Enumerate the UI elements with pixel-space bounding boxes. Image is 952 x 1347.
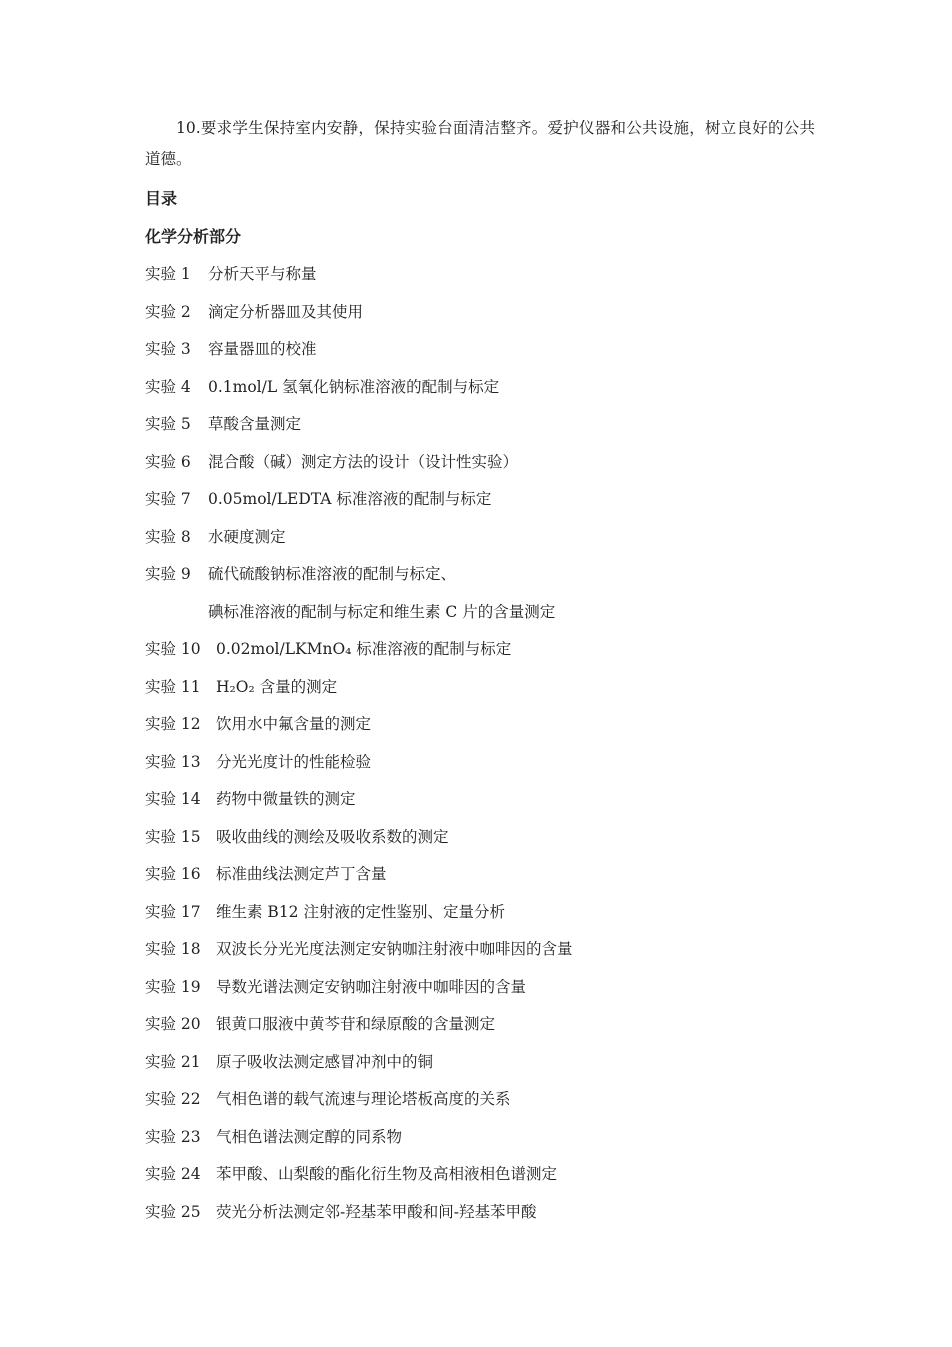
toc-heading: 目录	[145, 189, 178, 208]
toc-item	[145, 675, 825, 713]
toc-item	[145, 1050, 825, 1088]
toc-item	[145, 487, 825, 525]
toc-item-title: 滴定分析器皿及其使用	[208, 302, 364, 321]
toc-item-number: 实验 22	[145, 1090, 201, 1108]
toc-item-title: 导数光谱法测定安钠咖注射液中咖啡因的含量	[216, 977, 527, 996]
toc-item-title: 饮用水中氟含量的测定	[216, 715, 372, 733]
toc-item-title: 硫代硫酸钠标准溶液的配制与标定、	[208, 565, 457, 583]
toc-item-number: 实验 5	[145, 415, 191, 433]
toc-item	[145, 525, 825, 563]
toc-item-number: 实验 3	[145, 340, 191, 358]
intro-paragraph: 10.要求学生保持室内安静，保持实验台面清洁整齐。爱护仪器和公共设施，树立良好的公共道德。	[145, 119, 815, 168]
toc-item-title: 维生素 B12 注射液的定性鉴别、定量分析	[216, 902, 505, 921]
toc-item-title: 0.05mol/LEDTA 标准溶液的配制与标定	[208, 490, 492, 508]
toc-item	[145, 262, 825, 300]
toc-item-number: 实验 8	[145, 527, 191, 546]
toc-item-number: 实验 4	[145, 377, 191, 396]
toc-item-title: H₂O₂ 含量的测定	[216, 677, 338, 696]
toc-item	[145, 375, 825, 413]
toc-item-number: 实验 9	[145, 565, 191, 583]
toc-item-number: 实验 13	[145, 752, 201, 771]
toc-item	[145, 900, 825, 938]
toc-item-number: 实验 2	[145, 302, 191, 321]
section-title: 化学分析部分	[145, 227, 242, 246]
toc-item	[145, 562, 825, 600]
toc-item-title: 原子吸收法测定感冒冲剂中的铜	[216, 1052, 434, 1071]
toc-item-number: 实验 10	[145, 640, 201, 658]
toc-item-title: 草酸含量测定	[208, 415, 302, 433]
toc-item-number: 实验 16	[145, 865, 201, 883]
toc-item-title: 荧光分析法测定邻-羟基苯甲酸和间-羟基苯甲酸	[216, 1202, 537, 1221]
toc-item-title: 苯甲酸、山梨酸的酯化衍生物及高相液相色谱测定	[216, 1165, 558, 1183]
toc-item-number: 实验 14	[145, 790, 201, 808]
toc-item-number: 实验 15	[145, 827, 201, 846]
toc-item	[145, 637, 825, 675]
toc-item-number: 实验 19	[145, 977, 201, 996]
toc-item-title: 药物中微量铁的测定	[216, 790, 356, 808]
toc-item-title: 标准曲线法测定芦丁含量	[216, 865, 387, 883]
toc-item-number: 实验 20	[145, 1015, 201, 1033]
toc-item-title: 双波长分光光度法测定安钠咖注射液中咖啡因的含量	[216, 940, 573, 958]
toc-item	[145, 787, 825, 825]
toc-item-title: 容量器皿的校准	[208, 340, 317, 358]
toc-item	[145, 712, 825, 750]
toc-item-number: 实验 18	[145, 940, 201, 958]
toc-item-title: 气相色谱法测定醇的同系物	[216, 1127, 403, 1146]
toc-list	[145, 262, 825, 1237]
toc-item	[145, 1087, 825, 1125]
toc-item	[145, 412, 825, 450]
toc-item-number: 实验 11	[145, 677, 201, 696]
toc-item-title: 0.1mol/L 氢氧化钠标准溶液的配制与标定	[208, 377, 500, 396]
toc-item	[145, 862, 825, 900]
toc-item-title: 水硬度测定	[208, 527, 286, 546]
toc-item-number: 实验 17	[145, 902, 201, 921]
toc-item-number: 实验 25	[145, 1202, 201, 1221]
toc-item-number: 实验 7	[145, 490, 191, 508]
toc-item-number: 实验 6	[145, 452, 191, 471]
toc-item	[145, 1012, 825, 1050]
toc-item-number: 实验 21	[145, 1052, 201, 1071]
toc-item-title: 气相色谱的载气流速与理论塔板高度的关系	[216, 1090, 511, 1108]
toc-item-number: 实验 23	[145, 1127, 201, 1146]
toc-item	[145, 1162, 825, 1200]
toc-item-title: 碘标准溶液的配制与标定和维生素 C 片的含量测定	[208, 602, 556, 621]
toc-item-number: 实验 12	[145, 715, 201, 733]
toc-item-title: 银黄口服液中黄芩苷和绿原酸的含量测定	[216, 1015, 496, 1033]
toc-item	[145, 825, 825, 863]
toc-item	[145, 1125, 825, 1163]
toc-item-title: 0.02mol/LKMnO₄ 标准溶液的配制与标定	[216, 640, 512, 658]
toc-item-number: 实验 24	[145, 1165, 201, 1183]
toc-item-number: 实验 1	[145, 265, 191, 283]
toc-item-title: 混合酸（碱）测定方法的设计（设计性实验）	[208, 452, 519, 471]
toc-item-title: 分光光度计的性能检验	[216, 752, 372, 771]
toc-item	[145, 937, 825, 975]
toc-item-title: 吸收曲线的测绘及吸收系数的测定	[216, 827, 449, 846]
toc-item	[145, 450, 825, 488]
toc-item	[145, 750, 825, 788]
toc-item	[145, 1200, 825, 1238]
toc-item-continuation	[145, 600, 825, 638]
toc-item	[145, 337, 825, 375]
toc-item-title: 分析天平与称量	[208, 265, 317, 283]
toc-item	[145, 300, 825, 338]
toc-item	[145, 975, 825, 1013]
